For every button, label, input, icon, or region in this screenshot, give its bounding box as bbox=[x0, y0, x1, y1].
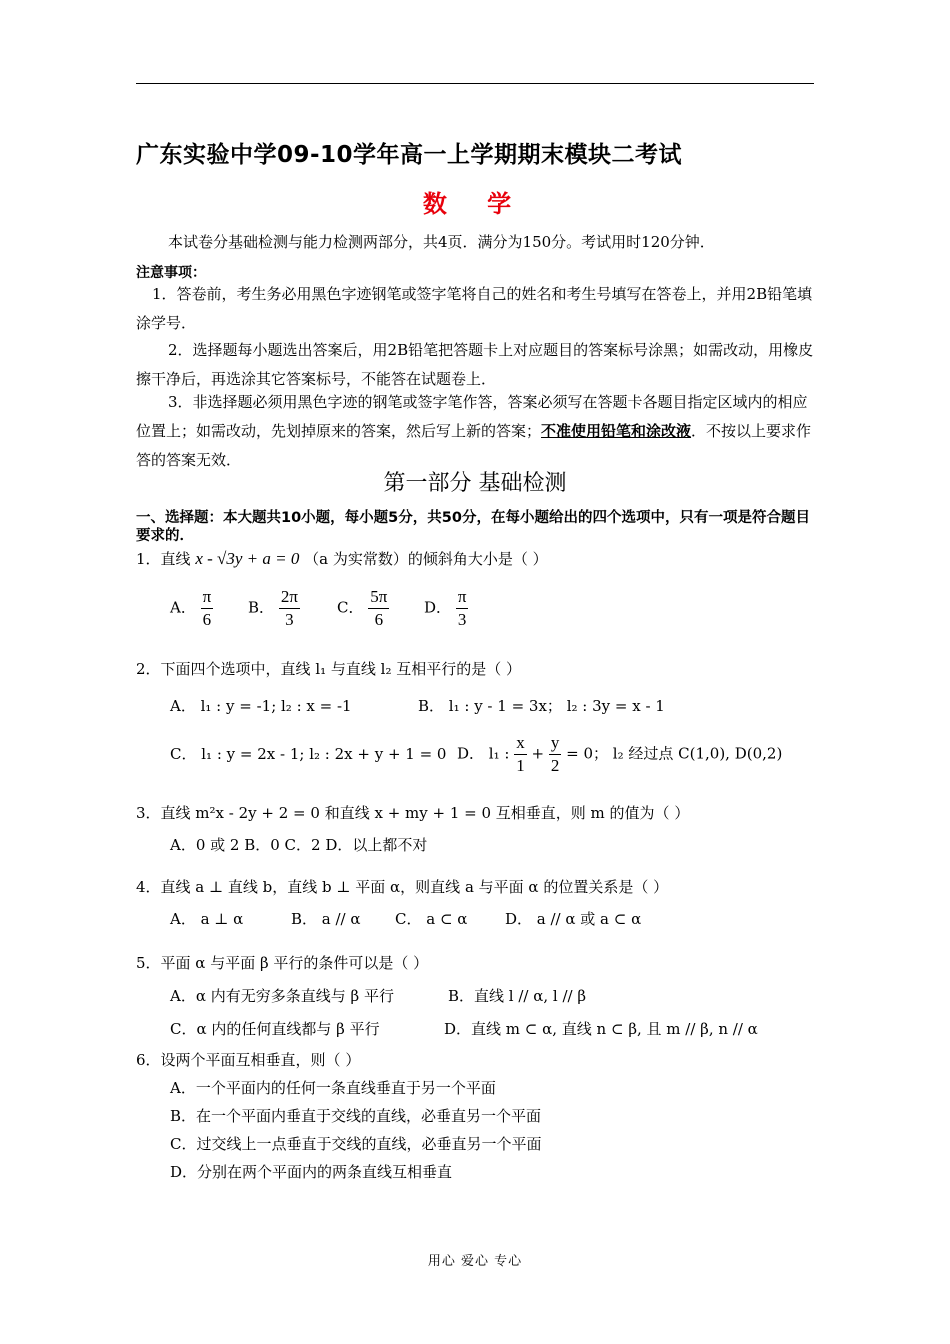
top-rule bbox=[136, 83, 814, 84]
q2-d-fraction-y bbox=[549, 732, 562, 777]
part1-title: 第一部分 基础检测 bbox=[383, 471, 567, 496]
question-4-stem: 4．直线 a ⊥ 直线 b，直线 b ⊥ 平面 α，则直线 a 与平面 α 的位置关系是（ ） bbox=[136, 878, 669, 896]
q6-option-c: C．过交线上一点垂直于交线的直线，必垂直另一个平面 bbox=[170, 1135, 542, 1153]
q2-d-x-denominator: 1 bbox=[516, 756, 525, 775]
q1-text: （a 为实常数）的倾斜角大小是（ ） bbox=[304, 550, 548, 568]
q1-option-a bbox=[170, 586, 213, 631]
q1-option-b-fraction bbox=[279, 586, 300, 631]
q6-option-b: B．在一个平面内垂直于交线的直线，必垂直另一个平面 bbox=[170, 1107, 542, 1125]
q1-option-d-label: D． bbox=[424, 598, 452, 617]
q2-d-plus: + bbox=[531, 744, 545, 763]
q5-option-d: D．直线 m ⊂ α, 直线 n ⊂ β, 且 m // β, n // α bbox=[444, 1020, 758, 1038]
q1-option-a-label: A． bbox=[170, 598, 196, 617]
q1-c-numerator: 5π bbox=[368, 586, 389, 609]
q2-d-y-denominator: 2 bbox=[550, 756, 560, 775]
question-1-stem bbox=[136, 548, 548, 569]
q1-b-denominator: 3 bbox=[285, 610, 294, 629]
page-footer: 用心 爱心 专心 bbox=[427, 1254, 523, 1269]
q4-option-b: B． a // α bbox=[291, 910, 361, 928]
q1-number: 1．直线 bbox=[136, 550, 191, 568]
q1-c-denominator: 6 bbox=[374, 610, 384, 629]
section-heading: 一、选择题：本大题共10小题，每小题5分，共50分，在每小题给出的四个选项中，只有一项是符合题目要求的． bbox=[136, 510, 810, 544]
notice-heading: 注意事项： bbox=[136, 265, 206, 281]
q1-option-b-label: B． bbox=[248, 598, 275, 617]
q1-option-c-label: C． bbox=[337, 598, 364, 617]
exam-title: 广东实验中学09-10学年高一上学期期末模块二考试 bbox=[136, 142, 683, 168]
q2-d-y-numerator: y bbox=[549, 732, 562, 755]
q4-option-a: A． a ⊥ α bbox=[170, 910, 244, 928]
q1-option-b bbox=[248, 586, 300, 631]
question-3-stem: 3．直线 m²x - 2y + 2 = 0 和直线 x + my + 1 = 0 互相垂直，则 m 的值为（ ） bbox=[136, 804, 690, 822]
q1-option-d bbox=[424, 586, 468, 631]
notice-item-3-text: 3．非选择题必须用黑色字迹的钢笔或签字笔作答，答案必须写在答题卡各题目指定区域内的相应位置上；如需改动，先划掉原来的答案，然后写上新的答案； bbox=[136, 393, 808, 440]
q1-d-denominator: 3 bbox=[457, 610, 467, 629]
q1-b-numerator: 2π bbox=[279, 586, 300, 609]
intro-text: 本试卷分基础检测与能力检测两部分，共4页．满分为150分。考试用时120分钟． bbox=[168, 233, 715, 251]
q2-d-fraction-x bbox=[514, 732, 527, 777]
q1-a-denominator: 6 bbox=[202, 610, 212, 629]
q1-a-numerator: π bbox=[201, 586, 214, 609]
q1-option-d-fraction bbox=[456, 586, 469, 631]
q3-options: A．0 或 2 B．0 C．2 D．以上都不对 bbox=[170, 836, 428, 854]
q2-option-b: B． l₁ : y - 1 = 3x； l₂ : 3y = x - 1 bbox=[418, 697, 665, 715]
q5-option-a: A．α 内有无穷多条直线与 β 平行 bbox=[170, 987, 394, 1005]
q6-option-a: A．一个平面内的任何一条直线垂直于另一个平面 bbox=[170, 1079, 496, 1097]
question-2-stem: 2．下面四个选项中，直线 l₁ 与直线 l₂ 互相平行的是（ ） bbox=[136, 660, 522, 678]
question-6-stem: 6．设两个平面互相垂直，则（ ） bbox=[136, 1051, 361, 1069]
notice-item-1: 1．答卷前，考生务必用黑色字迹钢笔或签字笔将自己的姓名和考生号填写在答卷上，并用2B铅笔填涂学号． bbox=[136, 285, 813, 332]
q2-d-x-numerator: x bbox=[514, 732, 527, 755]
q5-option-c: C．α 内的任何直线都与 β 平行 bbox=[170, 1020, 380, 1038]
q1-option-a-fraction bbox=[201, 586, 214, 631]
q6-option-d: D．分别在两个平面内的两条直线互相垂直 bbox=[170, 1163, 453, 1181]
q1-option-c-fraction bbox=[368, 586, 389, 631]
q2-option-d bbox=[457, 732, 782, 777]
q2-option-c: C． l₁ : y = 2x - 1; l₂ : 2x + y + 1 = 0 bbox=[170, 745, 447, 763]
q1-option-c bbox=[337, 586, 389, 631]
q5-option-b: B．直线 l // α, l // β bbox=[448, 987, 587, 1005]
q4-option-c: C． a ⊂ α bbox=[395, 910, 468, 928]
q1-d-numerator: π bbox=[456, 586, 469, 609]
q2-option-a: A． l₁ : y = -1; l₂ : x = -1 bbox=[170, 697, 352, 715]
q4-option-d: D． a // α 或 a ⊂ α bbox=[505, 910, 642, 928]
notice-item-3-end: ．不按以上要求作答的答案无效． bbox=[136, 422, 812, 469]
notice-item-2: 2．选择题每小题选出答案后，用2B铅笔把答题卡上对应题目的答案标号涂黑；如需改动，用橡皮擦干净后，再选涂其它答案标号，不能答在试题卷上． bbox=[136, 341, 814, 388]
subject-title: 数 学 bbox=[422, 190, 528, 218]
question-5-stem: 5．平面 α 与平面 β 平行的条件可以是（ ） bbox=[136, 954, 429, 972]
notice-item-3-emphasis: 不准使用铅笔和涂改液 bbox=[541, 422, 692, 440]
notice-item-3 bbox=[136, 388, 816, 475]
q1-equation: x - √3y + a = 0 bbox=[195, 549, 300, 568]
q2-d-tail: = 0； l₂ 经过点 C(1,0), D(0,2) bbox=[566, 744, 783, 763]
q2-option-d-label: D． l₁ : bbox=[457, 744, 510, 763]
